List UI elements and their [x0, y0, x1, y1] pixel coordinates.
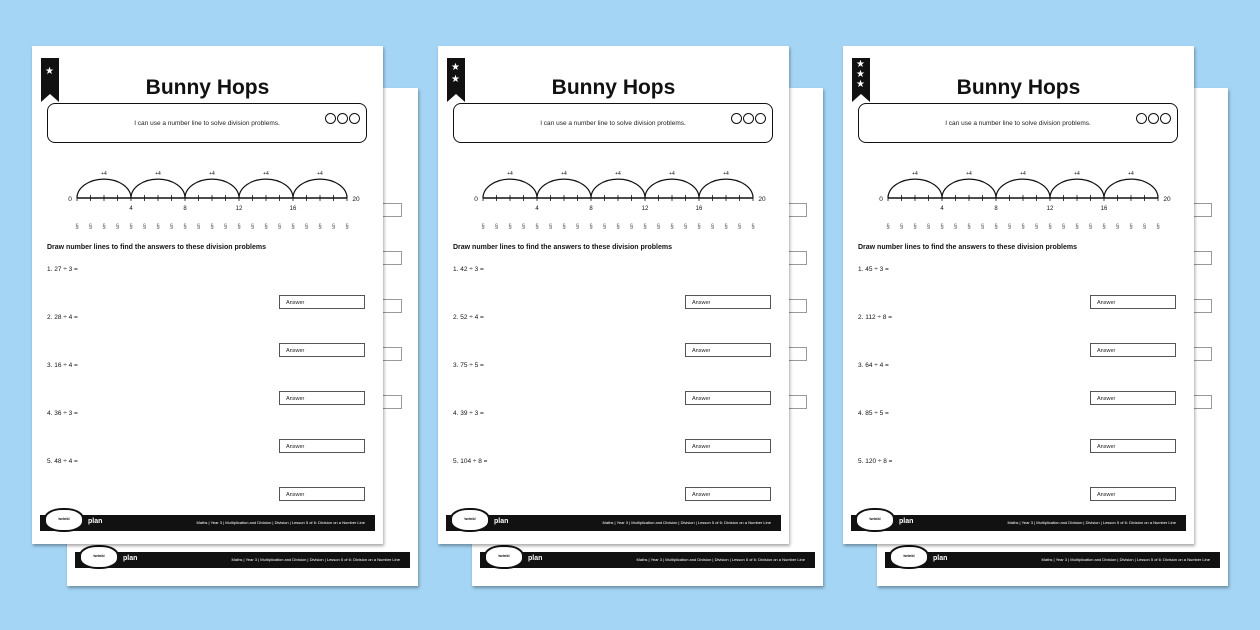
hop-label: +4 [507, 171, 513, 178]
footer-bar [75, 552, 410, 568]
rabbit-icon: § [1088, 224, 1093, 230]
rabbit-icon: § [1129, 224, 1133, 230]
question-1: 1. 42 ÷ 3 = [453, 266, 484, 273]
number-line [57, 150, 360, 232]
rabbit-icon: § [196, 224, 201, 230]
assessment-circles [730, 103, 766, 143]
rabbit-icon: § [481, 224, 485, 230]
plan-logo: plan [899, 518, 914, 525]
plan-logo: plan [933, 555, 948, 562]
star-icon: ★ [856, 79, 865, 90]
question-4: 4. 39 ÷ 3 = [453, 410, 484, 417]
rabbit-icon: § [277, 224, 282, 230]
rabbit-icon: § [508, 224, 512, 230]
hop-label: +4 [723, 171, 729, 178]
rabbit-icon: § [643, 224, 647, 230]
start-label: 0 [474, 196, 478, 203]
worksheet-2 [438, 46, 789, 544]
question-3: 3. 64 ÷ 4 = [858, 362, 889, 369]
rabbit-icon: § [521, 224, 526, 230]
number-line [868, 150, 1171, 232]
twinkl-logo: twinkl [484, 545, 524, 569]
rabbit-icon: § [115, 224, 120, 230]
question-5: 5. 48 ÷ 4 = [47, 458, 78, 465]
answer-box[interactable]: Answer [1090, 295, 1176, 309]
question-1: 1. 45 ÷ 3 = [858, 266, 889, 273]
rabbit-icon: § [656, 224, 661, 230]
tick-label: 16 [695, 206, 703, 212]
hop-label: +4 [669, 171, 675, 178]
answer-box[interactable]: Answer [685, 295, 771, 309]
plan-logo: plan [528, 555, 543, 562]
learning-objective [858, 103, 1178, 143]
rabbit-icon: § [318, 224, 322, 230]
instruction-text: Draw number lines to find the answers to these division problems [47, 244, 266, 251]
hop-label: +4 [1128, 171, 1134, 178]
footer-text: Maths | Year 3 | Multiplication and Division | Division | Lesson 5 of 6: Division on a Number Line [231, 557, 400, 562]
question-2: 2. 52 ÷ 4 = [453, 314, 484, 321]
rabbit-icon: § [548, 224, 553, 230]
tick-label: 12 [1046, 206, 1054, 212]
end-label: 20 [352, 196, 360, 203]
star-icon: ★ [451, 62, 460, 73]
hop-label: +4 [561, 171, 567, 178]
hop-label: +4 [209, 171, 215, 178]
rabbit-icon: § [994, 224, 998, 230]
rabbit-icon: § [1061, 224, 1066, 230]
rabbit-icon: § [670, 224, 674, 230]
plan-logo: plan [494, 518, 509, 525]
footer-bar [480, 552, 815, 568]
rabbit-icon: § [899, 224, 904, 230]
rabbit-icon: § [737, 224, 742, 230]
rabbit-icon: § [1075, 224, 1079, 230]
start-label: 0 [879, 196, 883, 203]
learning-objective [453, 103, 773, 143]
rabbit-icon: § [967, 224, 971, 230]
rabbit-icon: § [1156, 224, 1160, 230]
footer-bar [885, 552, 1220, 568]
rabbit-icon: § [751, 224, 755, 230]
instruction-text: Draw number lines to find the answers to these division problems [858, 244, 1077, 251]
star-icon: ★ [45, 66, 54, 77]
footer-bar [40, 515, 375, 531]
question-3: 3. 75 ÷ 5 = [453, 362, 484, 369]
tick-label: 12 [641, 206, 649, 212]
star-icon: ★ [856, 69, 865, 80]
rabbit-icon: § [169, 224, 174, 230]
objective-text: I can use a number line to solve division problems. [945, 120, 1091, 127]
footer-bar [446, 515, 781, 531]
hop-label: +4 [263, 171, 269, 178]
hop-label: +4 [317, 171, 323, 178]
rabbit-icon: § [210, 224, 214, 230]
twinkl-logo: twinkl [450, 508, 490, 532]
worksheet-title: Bunny Hops [956, 76, 1081, 99]
rabbit-icon: § [1115, 224, 1120, 230]
rabbit-icon: § [237, 224, 241, 230]
tick-label: 16 [289, 206, 297, 212]
rabbit-icon: § [953, 224, 958, 230]
question-4: 4. 85 ÷ 5 = [858, 410, 889, 417]
footer-bar [851, 515, 1186, 531]
tick-label: 12 [235, 206, 243, 212]
rabbit-icon: § [589, 224, 593, 230]
rabbit-icon: § [250, 224, 255, 230]
twinkl-logo: twinkl [44, 508, 84, 532]
rabbit-icon: § [602, 224, 607, 230]
answer-box[interactable]: Answer [1090, 487, 1176, 501]
answer-box[interactable]: Answer [279, 295, 365, 309]
question-4: 4. 36 ÷ 3 = [47, 410, 78, 417]
answer-box[interactable]: Answer [1090, 391, 1176, 405]
tick-label: 8 [994, 206, 998, 212]
worksheet-1 [32, 46, 383, 544]
star-icon: ★ [856, 59, 865, 70]
rabbit-icon: § [575, 224, 580, 230]
worksheet-title: Bunny Hops [551, 76, 676, 99]
hop-label: +4 [155, 171, 161, 178]
answer-box[interactable]: Answer [685, 343, 771, 357]
question-5: 5. 104 ÷ 8 = [453, 458, 488, 465]
question-5: 5. 120 ÷ 8 = [858, 458, 893, 465]
star-icon: ★ [451, 74, 460, 85]
answer-box[interactable]: Answer [685, 391, 771, 405]
tick-label: 4 [535, 206, 539, 212]
rabbit-icon: § [264, 224, 268, 230]
rabbit-icon: § [683, 224, 688, 230]
question-3: 3. 16 ÷ 4 = [47, 362, 78, 369]
hop-label: +4 [615, 171, 621, 178]
rabbit-icon: § [562, 224, 566, 230]
rabbit-icon: § [223, 224, 228, 230]
rabbit-icon: § [183, 224, 187, 230]
question-2: 2. 28 ÷ 4 = [47, 314, 78, 321]
rabbit-icon: § [629, 224, 634, 230]
answer-box[interactable]: Answer [279, 343, 365, 357]
question-1: 1. 27 ÷ 3 = [47, 266, 78, 273]
footer-text: Maths | Year 3 | Multiplication and Division | Division | Lesson 5 of 6: Division on a Number Line [1041, 557, 1210, 562]
rabbit-icon: § [1034, 224, 1039, 230]
rabbit-icon: § [345, 224, 349, 230]
footer-text: Maths | Year 3 | Multiplication and Division | Division | Lesson 5 of 6: Division on a Number Line [196, 520, 365, 525]
worksheet-3 [843, 46, 1194, 544]
tick-label: 4 [129, 206, 133, 212]
rabbit-icon: § [940, 224, 944, 230]
question-2: 2. 112 ÷ 8 = [858, 314, 892, 321]
answer-box[interactable]: Answer [685, 439, 771, 453]
answer-box[interactable]: Answer [685, 487, 771, 501]
answer-box[interactable]: Answer [1090, 343, 1176, 357]
rabbit-icon: § [980, 224, 985, 230]
end-label: 20 [758, 196, 766, 203]
answer-box[interactable]: Answer [279, 391, 365, 405]
end-label: 20 [1163, 196, 1171, 203]
answer-box[interactable]: Answer [1090, 439, 1176, 453]
rabbit-icon: § [913, 224, 917, 230]
objective-text: I can use a number line to solve division problems. [540, 120, 686, 127]
objective-text: I can use a number line to solve division problems. [134, 120, 280, 127]
hop-label: +4 [1074, 171, 1080, 178]
answer-box[interactable]: Answer [279, 487, 365, 501]
rabbit-icon: § [886, 224, 890, 230]
rabbit-icon: § [304, 224, 309, 230]
tick-label: 8 [589, 206, 593, 212]
rabbit-icon: § [724, 224, 728, 230]
hop-label: +4 [912, 171, 918, 178]
answer-box[interactable]: Answer [279, 439, 365, 453]
start-label: 0 [68, 196, 72, 203]
rabbit-icon: § [102, 224, 106, 230]
footer-text: Maths | Year 3 | Multiplication and Division | Division | Lesson 5 of 6: Division on a Number Line [1007, 520, 1176, 525]
rabbit-icon: § [1048, 224, 1052, 230]
learning-objective [47, 103, 367, 143]
rabbit-icon: § [142, 224, 147, 230]
rabbit-icon: § [75, 224, 79, 230]
rabbit-icon: § [710, 224, 715, 230]
assessment-circles [324, 103, 360, 143]
tick-label: 8 [183, 206, 187, 212]
rabbit-icon: § [1021, 224, 1025, 230]
tick-label: 4 [940, 206, 944, 212]
rabbit-icon: § [494, 224, 499, 230]
footer-text: Maths | Year 3 | Multiplication and Division | Division | Lesson 5 of 6: Division on a Number Line [636, 557, 805, 562]
tick-label: 16 [1100, 206, 1108, 212]
instruction-text: Draw number lines to find the answers to these division problems [453, 244, 672, 251]
rabbit-icon: § [331, 224, 336, 230]
hop-label: +4 [101, 171, 107, 178]
rabbit-icon: § [1142, 224, 1147, 230]
rabbit-icon: § [926, 224, 931, 230]
rabbit-icon: § [1007, 224, 1012, 230]
assessment-circles [1135, 103, 1171, 143]
rabbit-icon: § [697, 224, 701, 230]
rabbit-icon: § [1102, 224, 1106, 230]
plan-logo: plan [88, 518, 103, 525]
number-line [463, 150, 766, 232]
twinkl-logo: twinkl [79, 545, 119, 569]
rabbit-icon: § [156, 224, 160, 230]
hop-label: +4 [1020, 171, 1026, 178]
rabbit-icon: § [291, 224, 295, 230]
twinkl-logo: twinkl [889, 545, 929, 569]
twinkl-logo: twinkl [855, 508, 895, 532]
footer-text: Maths | Year 3 | Multiplication and Division | Division | Lesson 5 of 6: Division on a Number Line [602, 520, 771, 525]
rabbit-icon: § [616, 224, 620, 230]
plan-logo: plan [123, 555, 138, 562]
rabbit-icon: § [535, 224, 539, 230]
rabbit-icon: § [88, 224, 93, 230]
worksheet-title: Bunny Hops [145, 76, 270, 99]
hop-label: +4 [966, 171, 972, 178]
rabbit-icon: § [129, 224, 133, 230]
